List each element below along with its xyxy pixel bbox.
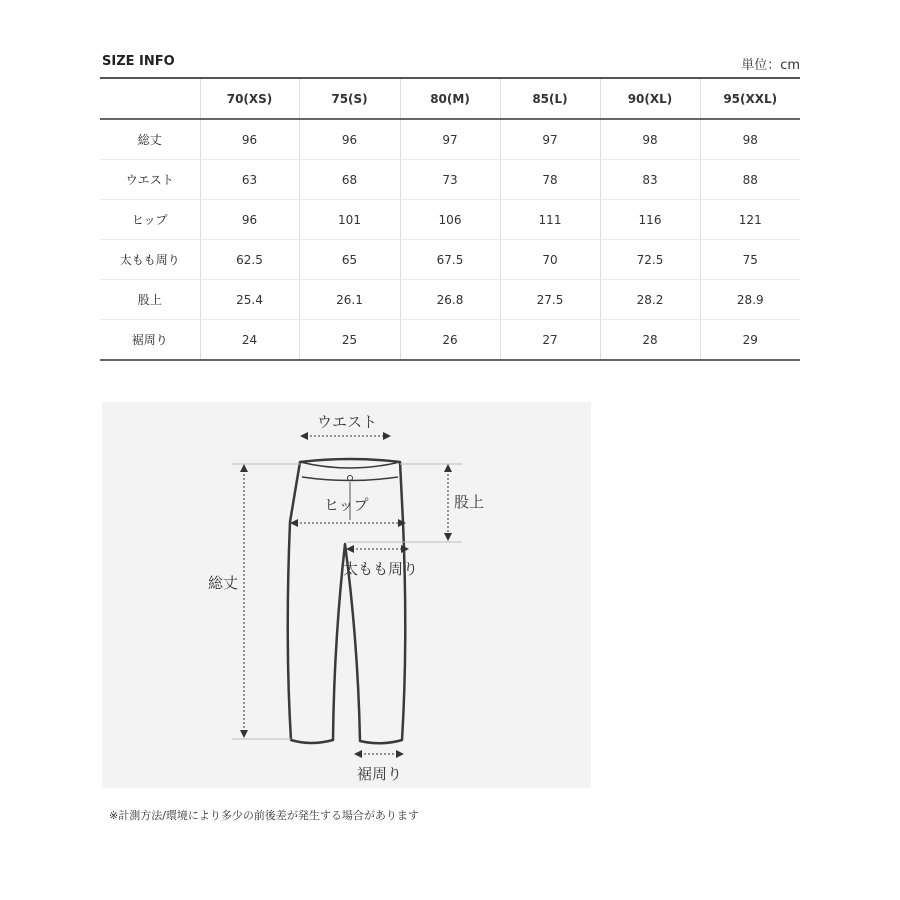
table-cell: 98: [700, 119, 800, 160]
table-cell: 78: [500, 160, 600, 200]
table-cell: 88: [700, 160, 800, 200]
table-cell: 27.5: [500, 280, 600, 320]
table-cell: 73: [400, 160, 500, 200]
table-cell: 68: [299, 160, 400, 200]
size-table: [100, 77, 800, 361]
hem-label: 裾周り: [357, 765, 403, 783]
table-cell: 25.4: [200, 280, 299, 320]
table-cell: 106: [400, 200, 500, 240]
column-header: 85(L): [500, 78, 600, 119]
table-cell: 97: [400, 119, 500, 160]
table-cell: 65: [299, 240, 400, 280]
table-cell: 96: [200, 200, 299, 240]
row-label: 股上: [100, 280, 200, 320]
size-info-header: [100, 54, 800, 74]
table-cell: 96: [200, 119, 299, 160]
hip-label: ヒップ: [324, 496, 369, 514]
table-cell: 26.1: [299, 280, 400, 320]
table-cell: 101: [299, 200, 400, 240]
table-cell: 72.5: [600, 240, 700, 280]
thigh-label: 太もも周り: [343, 560, 419, 578]
table-cell: 63: [200, 160, 299, 200]
table-row: [100, 160, 800, 200]
column-header: 75(S): [299, 78, 400, 119]
waist-label: ウエスト: [317, 413, 378, 431]
table-cell: 121: [700, 200, 800, 240]
row-label: 総丈: [100, 119, 200, 160]
length-label: 総丈: [208, 574, 239, 592]
corner-cell: [100, 78, 200, 119]
table-row: [100, 280, 800, 320]
rise-label: 股上: [454, 493, 485, 511]
table-cell: 26.8: [400, 280, 500, 320]
measurement-diagram: [102, 402, 591, 788]
table-cell: 96: [299, 119, 400, 160]
table-cell: 29: [700, 320, 800, 361]
table-row: [100, 200, 800, 240]
row-label: ヒップ: [100, 200, 200, 240]
table-cell: 111: [500, 200, 600, 240]
pants-illustration: [102, 402, 591, 788]
measurement-note: ※計測方法/環境により多少の前後差が発生する場合があります: [109, 809, 419, 822]
column-header: 90(XL): [600, 78, 700, 119]
unit-label: 単位：cm: [741, 58, 800, 73]
table-cell: 28.2: [600, 280, 700, 320]
table-cell: 116: [600, 200, 700, 240]
table-cell: 62.5: [200, 240, 299, 280]
table-row: [100, 320, 800, 361]
table-cell: 27: [500, 320, 600, 361]
size-info-title: SIZE INFO: [102, 54, 175, 69]
table-cell: 98: [600, 119, 700, 160]
table-cell: 24: [200, 320, 299, 361]
column-header: 70(XS): [200, 78, 299, 119]
table-row: [100, 119, 800, 160]
table-cell: 28: [600, 320, 700, 361]
table-cell: 70: [500, 240, 600, 280]
column-header: 95(XXL): [700, 78, 800, 119]
table-cell: 83: [600, 160, 700, 200]
table-cell: 67.5: [400, 240, 500, 280]
table-cell: 26: [400, 320, 500, 361]
table-row: [100, 240, 800, 280]
table-cell: 28.9: [700, 280, 800, 320]
table-cell: 97: [500, 119, 600, 160]
column-header: 80(M): [400, 78, 500, 119]
row-label: 裾周り: [100, 320, 200, 361]
table-header-row: [100, 78, 800, 119]
table-cell: 25: [299, 320, 400, 361]
table-cell: 75: [700, 240, 800, 280]
row-label: ウエスト: [100, 160, 200, 200]
row-label: 太もも周り: [100, 240, 200, 280]
